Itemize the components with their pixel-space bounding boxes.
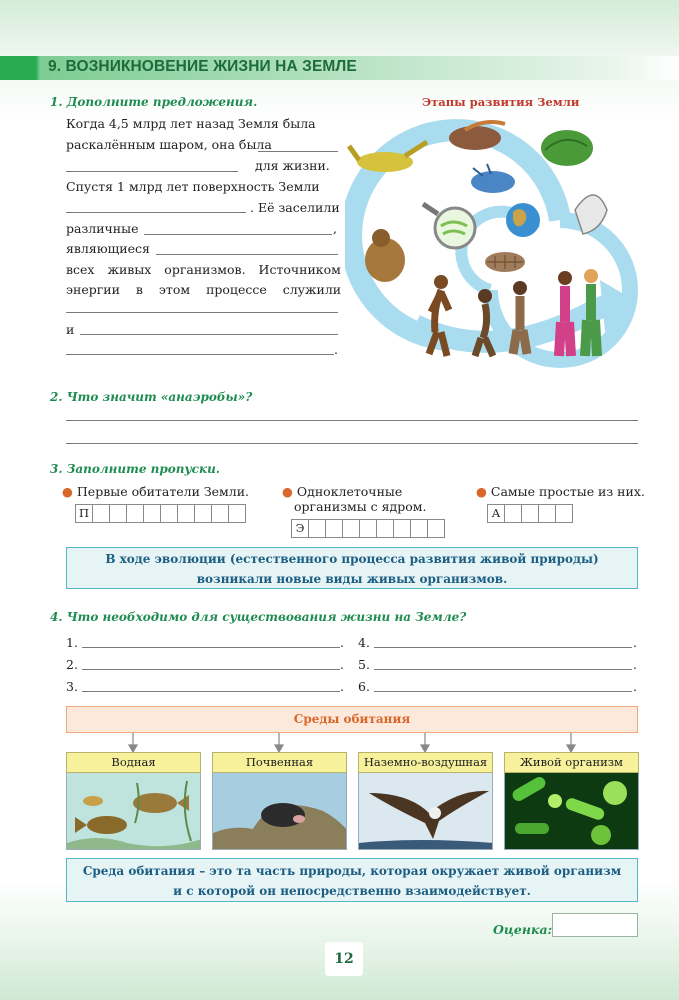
answer-line[interactable] xyxy=(156,254,338,255)
task4-num-5: 5. xyxy=(358,657,370,672)
answer-line[interactable] xyxy=(66,354,334,355)
grade-label: Оценка: xyxy=(493,922,553,937)
letter-cell[interactable] xyxy=(410,519,428,538)
task1-line3: для жизни. xyxy=(255,158,330,173)
letter-cell[interactable] xyxy=(359,519,377,538)
habitat-label: Наземно-воздушная xyxy=(358,752,493,773)
task4-num-1: 1. xyxy=(66,635,78,650)
letter-cells-1[interactable] xyxy=(76,504,246,523)
magnifier-icon xyxy=(435,208,475,248)
task1-heading: 1. Дополните предложения. xyxy=(50,95,258,109)
answer-line[interactable] xyxy=(374,691,632,692)
task4-dot: . xyxy=(633,657,637,672)
letter-cell: А xyxy=(487,504,505,523)
task3-item-1-text: Первые обитатели Земли. xyxy=(76,484,250,499)
task1-line7: являющиеся xyxy=(66,241,150,256)
task4-dot: . xyxy=(633,635,637,650)
task4-num-2: 2. xyxy=(66,657,78,672)
grade-input[interactable] xyxy=(552,913,638,937)
info-box-evolution xyxy=(66,547,638,589)
task1-line5: . Её заселили xyxy=(250,200,340,215)
habitat-label: Живой организм xyxy=(504,752,639,773)
habitat-arrows xyxy=(66,733,638,753)
letter-cells-3[interactable] xyxy=(488,504,573,523)
answer-line[interactable] xyxy=(374,669,632,670)
letter-cell[interactable] xyxy=(393,519,411,538)
diagram-title: Этапы развития Земли xyxy=(422,95,580,109)
answer-line[interactable] xyxy=(66,212,246,213)
task4-heading: 4. Что необходимо для существования жизни на Земле? xyxy=(50,610,467,624)
task4-dot: . xyxy=(633,679,637,694)
info-box-habitat-line2: и с которой он непосредственно взаимодействует. xyxy=(173,884,531,898)
task2-heading: 2. Что значит «анаэробы»? xyxy=(50,390,253,404)
eagle-icon xyxy=(358,773,493,850)
task4-dot: . xyxy=(340,635,344,650)
task4-num-4: 4. xyxy=(358,635,370,650)
mole-icon xyxy=(212,773,347,850)
answer-line[interactable] xyxy=(258,151,338,152)
letter-cell: Э xyxy=(291,519,309,538)
letter-cell[interactable] xyxy=(342,519,360,538)
info-box-evolution-line2: возникали новые виды живых организмов. xyxy=(196,572,508,586)
letter-cell[interactable] xyxy=(92,504,110,523)
letter-cell[interactable] xyxy=(126,504,144,523)
answer-line[interactable] xyxy=(82,691,340,692)
task3-item-2 xyxy=(282,484,402,499)
answer-line[interactable] xyxy=(374,647,632,648)
task3-item-3 xyxy=(476,484,645,499)
habitat-card-organism xyxy=(504,752,639,850)
page-title: 9. ВОЗНИКНОВЕНИЕ ЖИЗНИ НА ЗЕМЛЕ xyxy=(48,58,357,75)
letter-cell[interactable] xyxy=(521,504,539,523)
task1-line1: Когда 4,5 млрд лет назад Земля была xyxy=(66,116,316,131)
habitats-title-box: Среды обитания xyxy=(66,706,638,733)
task3-item-2-text1: Одноклеточные xyxy=(296,484,403,499)
answer-line[interactable] xyxy=(82,669,340,670)
answer-line[interactable] xyxy=(80,334,338,335)
letter-cell[interactable] xyxy=(160,504,178,523)
task4-dot: . xyxy=(340,657,344,672)
bacteria-icon xyxy=(504,773,639,850)
habitat-label: Водная xyxy=(66,752,201,773)
info-box-habitat-line1: Среда обитания – это та часть природы, которая окружает живой организм xyxy=(82,864,622,878)
shrimp-icon xyxy=(471,171,515,193)
info-box-habitat xyxy=(66,858,638,902)
letter-cell[interactable] xyxy=(109,504,127,523)
letter-cell[interactable] xyxy=(143,504,161,523)
letter-cell[interactable] xyxy=(376,519,394,538)
bullet-icon: ● xyxy=(62,484,73,499)
letter-cell: П xyxy=(75,504,93,523)
task1-line6: различные xyxy=(66,221,139,236)
answer-line[interactable] xyxy=(66,312,338,313)
letter-cell[interactable] xyxy=(325,519,343,538)
letter-cell[interactable] xyxy=(504,504,522,523)
fish-icon xyxy=(66,773,201,850)
habitat-card-air xyxy=(358,752,493,850)
fish-fossil-icon xyxy=(449,126,501,150)
letter-cell[interactable] xyxy=(228,504,246,523)
task3-item-3-text: Самые простые из них. xyxy=(490,484,645,499)
task4-num-3: 3. xyxy=(66,679,78,694)
letter-cell[interactable] xyxy=(194,504,212,523)
info-box-evolution-line1: В ходе эволюции (естественного процесса развития живой природы) xyxy=(105,552,599,566)
letter-cells-2[interactable] xyxy=(292,519,445,538)
letter-cell[interactable] xyxy=(308,519,326,538)
habitat-label: Почвенная xyxy=(212,752,347,773)
habitat-card-water xyxy=(66,752,201,850)
letter-cell[interactable] xyxy=(555,504,573,523)
answer-line[interactable] xyxy=(66,171,238,172)
task1-line11-dot: . xyxy=(334,342,338,357)
earth-stages-diagram xyxy=(345,110,640,370)
task1-line10: и xyxy=(66,322,75,337)
task1-line6-comma: , xyxy=(333,221,337,236)
task4-dot: . xyxy=(340,679,344,694)
task1-line9: энергии в этом процессе служили xyxy=(66,282,342,297)
task3-item-1 xyxy=(62,484,249,499)
letter-cell[interactable] xyxy=(538,504,556,523)
answer-line[interactable] xyxy=(66,443,638,444)
habitat-card-soil xyxy=(212,752,347,850)
letter-cell[interactable] xyxy=(211,504,229,523)
bullet-icon: ● xyxy=(282,484,293,499)
task4-num-6: 6. xyxy=(358,679,370,694)
task3-heading: 3. Заполните пропуски. xyxy=(50,462,220,476)
task3-item-2-text2: организмы с ядром. xyxy=(294,499,427,514)
answer-line[interactable] xyxy=(144,234,332,235)
page-number: 12 xyxy=(325,942,363,976)
letter-cell[interactable] xyxy=(177,504,195,523)
answer-line[interactable] xyxy=(66,420,638,421)
task1-line8: всех живых организмов. Источником xyxy=(66,262,341,277)
answer-line[interactable] xyxy=(82,647,340,648)
task1-line4: Спустя 1 млрд лет поверхность Земли xyxy=(66,179,320,194)
bullet-icon: ● xyxy=(476,484,487,499)
task1-line2: раскалённым шаром, она была xyxy=(66,137,272,152)
letter-cell[interactable] xyxy=(427,519,445,538)
